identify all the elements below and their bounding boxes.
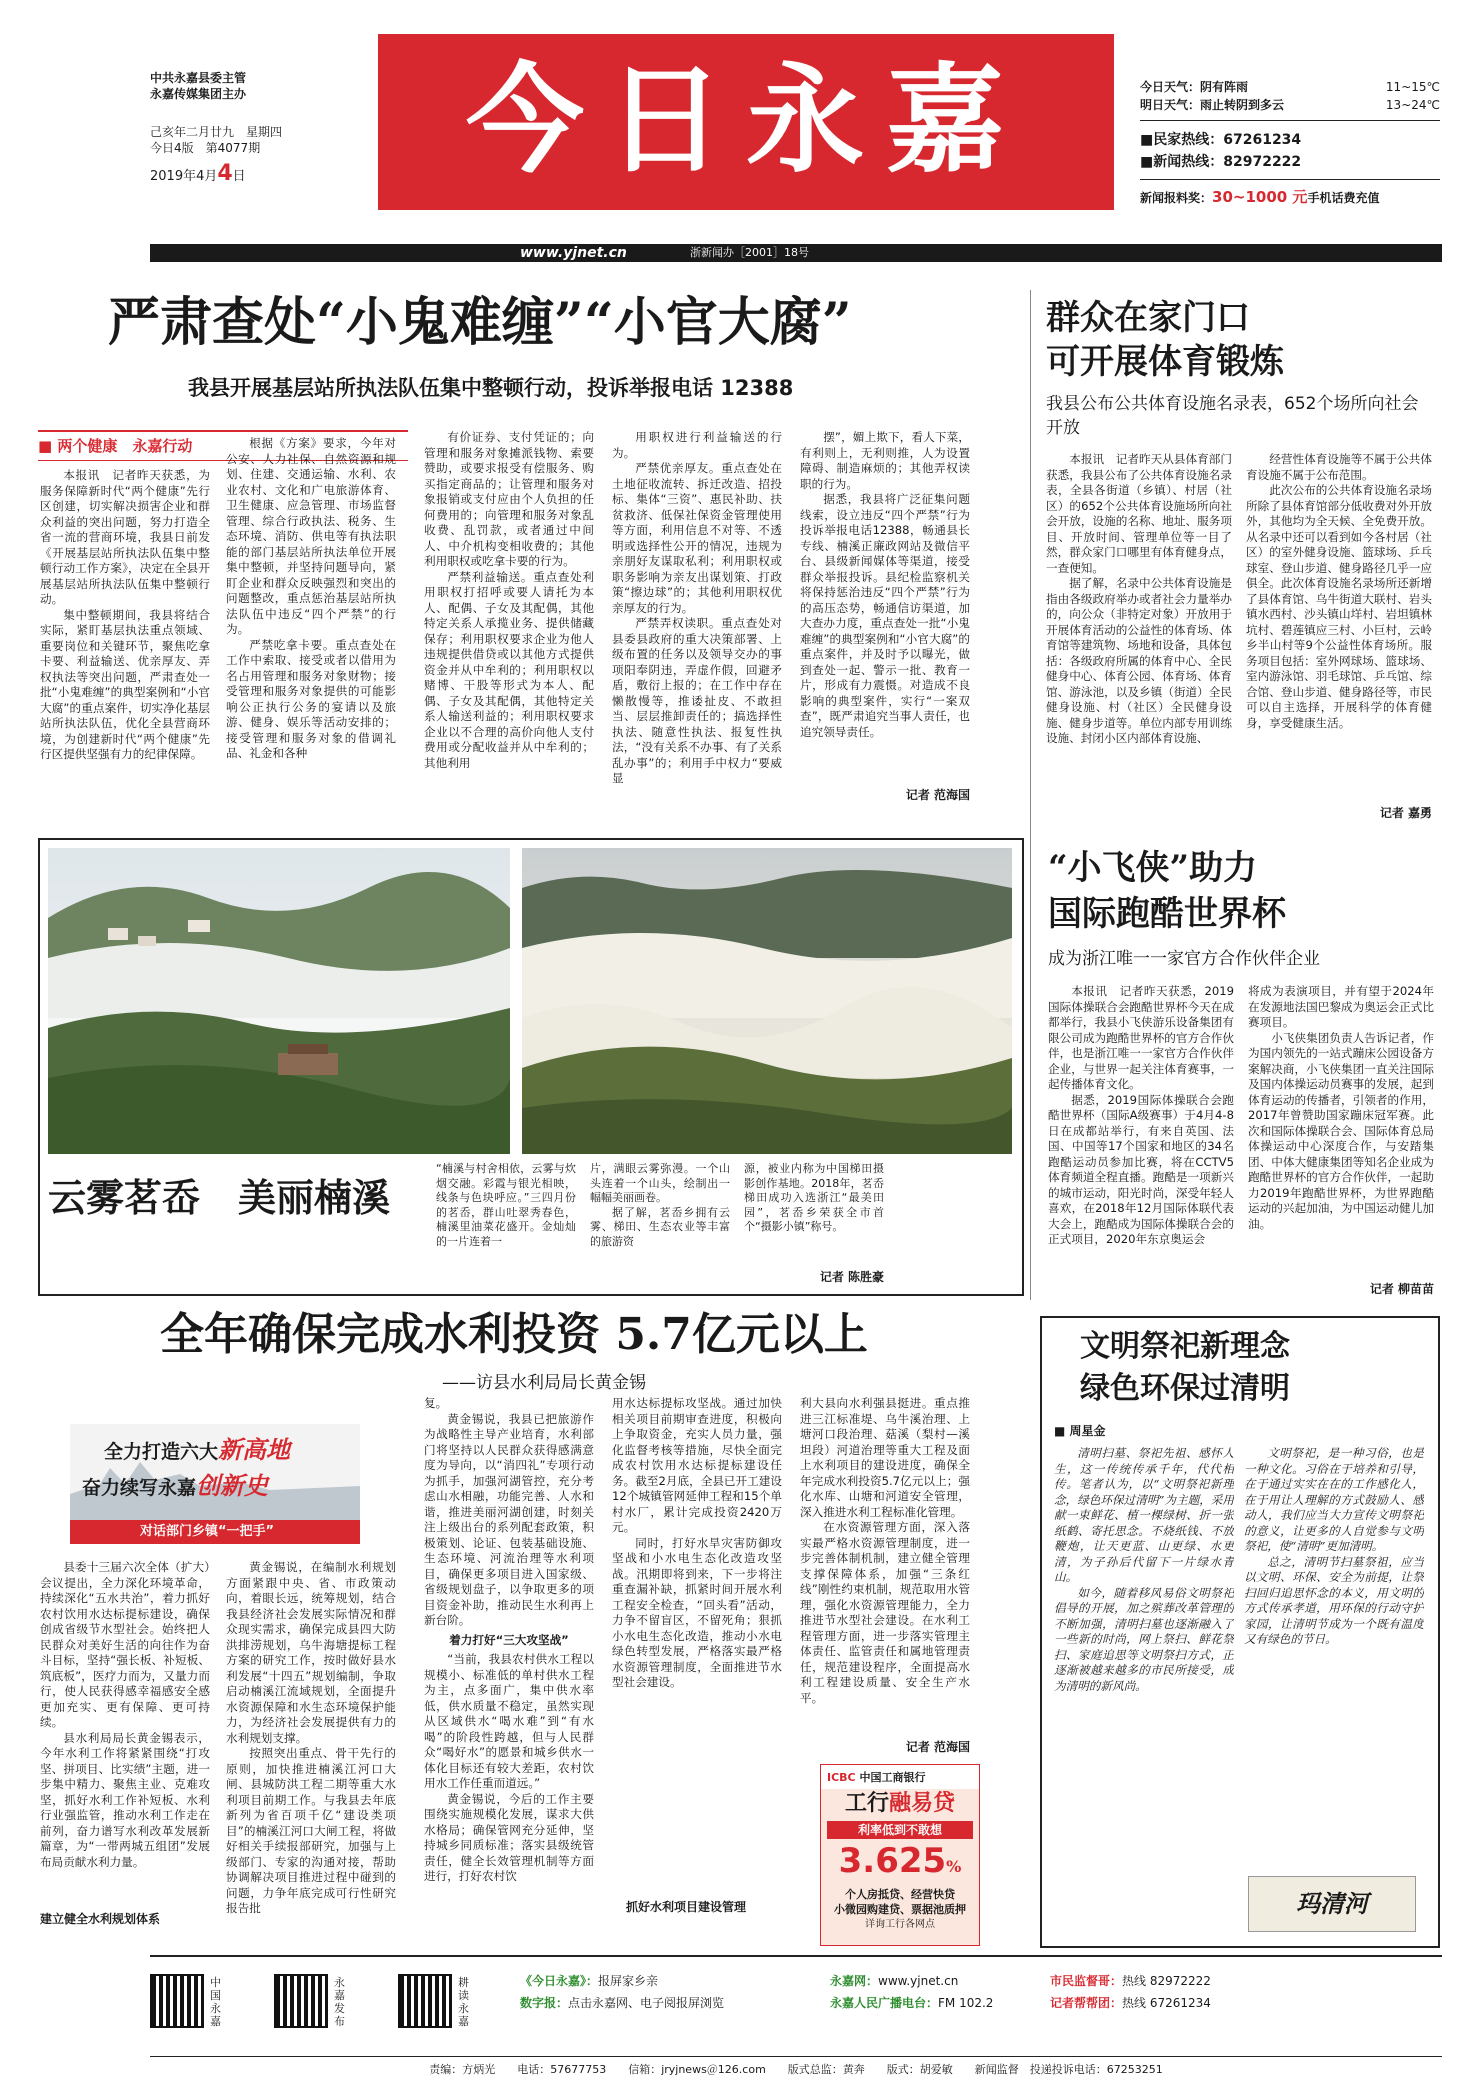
water-col3-para2: 黄金锡说，我县已把旅游作为战略性主导产业培育，水利部门将坚持以人民群众获得感满意度为导向，以“消四礼”专项行动为抓手，加强河湖管控，充分考虑山水相融，功能完善、人水和谐，推进美丽河湖创建，时刻关注上级出台的系列配套政策，积极策划、论证、包装基础设施、生态环境、河流治理等水利项目，确保更多项目进入国家级、省级规划盘子，以争取更多的项目资金补助，推动民生水利再上新台阶。 (424, 1411, 594, 1627)
water-col2-para1: 黄金锡说，在编制水利规划方面紧跟中央、省、市政策动向，着眼长远，统筹规划，结合我县经济社会发展实际情况和群众现实需求，确保完成县四大防洪排涝规划，乌牛海塘提标工程方案的研究工作，按时做好县水利发展“十四五”规划编制，争取启动楠溪江流域规划，全面提升水资源保障和水生态环境保护能力，为经济社会发展提供有力的水利规划支撑。 (226, 1560, 396, 1745)
photo-caption-1-text: “楠溪与村舍相依，云雾与炊烟交融。彩霞与银光相映，线条与色块呼应。”三四月份的茗岙，群山吐翠秀春色，楠溪里油菜花盛开。金灿灿的一片连着一 (436, 1162, 576, 1248)
lead-subhead: 我县开展基层站所执法队伍集中整顿行动，投诉举报电话 12388 (188, 376, 794, 400)
qingming-seal-text: 玛清河 (1296, 1889, 1368, 1918)
ad-rate-number: 3.625 (838, 1841, 947, 1881)
masthead-right: 今日天气：阴有阵雨 11~15℃ 明日天气：雨止转阴到多云 13~24℃ ■民家热线：67261234 ■新闻热线：82972222 新闻报料奖：30~1000 元手机话费充值 (1140, 80, 1440, 206)
cloud-sea-photo (522, 848, 1012, 1154)
water-col1-para1: 县委十三届六次全体（扩大）会议提出，全力深化环境革命，持续深化“五水共治”，着力抓好农村饮用水达标提标建设，确保创成省级节水型社会。始终把人民群众对美好生活的向往作为奋斗目标，坚持“强长板、补短板、筑底板”，医疗力而为，又量力而行，使人民获得感幸福感安全感更加充实、更有保障、更可持续。 (40, 1560, 210, 1729)
lead-col4-para1: 用职权进行利益输送的行为。 (612, 430, 782, 460)
website-link[interactable]: www.yjnet.cn (520, 245, 627, 261)
bank-ad[interactable] (820, 1764, 980, 1946)
sports-col2-para1: 经营性体育设施等不属于公共体育设施不属于公布范围。 (1246, 452, 1432, 482)
lunar-date: 己亥年二月廿九 (150, 125, 235, 139)
ad-product-1: 工行 (844, 1791, 889, 1816)
weather-today: 阴有阵雨 (1200, 80, 1249, 94)
footer-rule (150, 1955, 1442, 1957)
lead-col4-para2: 严禁优亲厚友。重点查处在土地征收流转、拆迁改造、招投标、集体“三资”、惠民补助、扶贫救济、低保社保资金管理使用等方面，利用信息不对等、不透明或选择性公开的情况，违规为亲朋好友谋取私利；利用职权或职务影响为亲友出谋划策、打政策“擦边球”的；其他利用职权优亲厚友的行为。 (612, 461, 782, 615)
qr-code-icon[interactable] (150, 1974, 204, 2028)
lead-col2-para1: 根据《方案》要求，今年对公安、人力社保、自然资源和规划、住建、交通运输、水利、农业农村、文化和广电旅游体育、卫生健康、应急管理、市场监督管理、综合行政执法、税务、生态环境、消防、供电等有执法职能的部门基层站所执法单位开展集中整顿，并坚持问题导向，紧盯企业和群众反映强烈和突出的问题整改，重点惩治基层站所执法队伍中违反“四个严禁”的行为。 (226, 436, 396, 636)
parkour-column-1 (1048, 984, 1234, 1296)
qingming-author: ■ 周星金 (1054, 1424, 1106, 1438)
ad-line-3: 详询工行各网点 (865, 1919, 935, 1930)
water-section-2: 着力打好“三大攻坚战” (449, 1632, 569, 1647)
photo-right (522, 848, 1012, 1154)
qingming-column-2 (1244, 1446, 1424, 1866)
photo-caption-3 (744, 1162, 884, 1266)
photo-left (48, 848, 510, 1154)
icbc-logo-text: ICBC (827, 1771, 856, 1784)
lead-kicker: ■ 两个健康 永嘉行动 (38, 430, 408, 461)
reporter-hotline-text: 热线 67261234 (1122, 1996, 1211, 2010)
parkour-column-2 (1248, 984, 1434, 1274)
lead-byline: 记者 范海国 (905, 788, 970, 802)
water-byline: 记者 范海国 (905, 1740, 970, 1754)
lead-col3-para2: 严禁利益输送。重点查处利用职权打招呼或要人请托为本人、配偶、子女及其配偶，其他特定关系人承揽业务、提供储藏保存；利用职权要求企业为他人违规提供借贷或以其他方式提供资金并从中牟利的；利用职权以赌博、干股等形式为本人、配偶、子女及其配偶，其他特定关系人输送利益的；利用职权要求企业以不合理的高价向他人支付费用或分配收益并从中牟利的；其他利用 (424, 569, 594, 770)
app-text: 报屏家乡亲 (598, 1974, 659, 1988)
ad-product-2: 融易贷 (889, 1791, 956, 1816)
lead-col2-para2: 严禁吃拿卡要。重点查处在工作中索取、接受或者以借用为名占用管理和服务对象财物；接受管理和服务对象提供的可能影响公正执行公务的宴请以及旅游、健身、娱乐等活动安排的；接受管理和服务对象的借调礼品、礼金和各种 (226, 637, 396, 760)
water-col4-para1: 用水达标提标攻坚战。通过加快相关项目前期审查进度，积极向上争取资金，充实人员力量，强化监督考核等措施，尽快全面完成农村饮用水达标提标建设任务。截至2月底，全县已开工建设12个城镇管网延伸工程和15个单村水厂，累计完成投资2420万元。 (612, 1396, 782, 1534)
lead-headline: 严肃查处“小鬼难缠”“小官大腐” (108, 292, 852, 353)
water-column-5 (800, 1396, 970, 1734)
photo-caption-2 (590, 1162, 730, 1282)
sports-column-1 (1046, 452, 1232, 818)
water-col3-para4: 黄金锡说，今后的工作主要围绕实施规模化发展，谋求大供水格局；确保管网充分延伸，坚持城乡同质标准；落实县级统管责任，健全长效管理机制等方面进行，打好农村饮 (424, 1791, 594, 1883)
sports-headline-1: 群众在家门口 (1046, 298, 1250, 338)
citizen-hotline-text: 热线 82972222 (1122, 1974, 1211, 1988)
hotline2: 82972222 (1223, 154, 1302, 170)
lead-column-1 (40, 468, 210, 803)
hotline1-label: 民家热线： (1153, 132, 1224, 148)
date-suffix: 日 (232, 169, 246, 184)
sports-column-2 (1246, 452, 1432, 800)
date-day: 4 (217, 161, 233, 186)
lead-column-3 (424, 430, 594, 806)
lead-column-4 (612, 430, 782, 806)
right-column-divider (1030, 290, 1031, 1300)
parkour-byline: 记者 柳苗苗 (1369, 1282, 1434, 1296)
organizer-1: 中共永嘉县委主管 (150, 71, 247, 85)
weekday: 星期四 (246, 125, 283, 139)
masthead-left (150, 70, 380, 185)
water-column-3 (424, 1396, 594, 1944)
water-subhead: ——访县水利局局长黄金锡 (442, 1373, 646, 1393)
app-label: 《今日永嘉》： (520, 1974, 599, 1988)
promo-line-3: 对话部门乡镇“一把手” (140, 1524, 275, 1539)
qingming-author-name: 周星金 (1069, 1424, 1106, 1438)
footer-info (520, 1966, 1440, 2050)
lead-col5-para2: 据悉，我县将广泛征集问题线索，设立违反“四个严禁”行为投诉举报电话12388，畅通县长专线、楠溪正廉政网站及微信平台、县级新闻媒体等渠道，接受群众举报投诉。县纪检监察机关将保持惩治违反“四个严禁”行为的高压态势，畅通信访渠道，加大查办力度，重点查处一批“小鬼难缠”的典型案例和“小官大腐”的重点案件，并及时予以曝光，做到查处一起、警示一批、教育一片，形成有力震慑。对造成不良影响的典型案件，实行“一案双查”，既严肃追究当事人责任，也追究领导责任。 (800, 492, 970, 739)
reward-amount: 30~1000 元 (1212, 188, 1308, 206)
sports-col2-para2: 此次公布的公共体育设施名录场所除了县体育馆部分低收费对外开放外，其他均为全天候、全免费开放。从名录中还可以看到如今各村居（社区）的室外健身设施、篮球场、乒乓球室、登山步道、健身路径几乎一应俱全。此次体育设施名录场所还新增了县体育馆、乌牛街道大联村、岩头镇水西村、沙头镇山垟村、岩坦镇林坑村、碧莲镇应三村、小巨村，云岭乡半山村等9个公益性体育场所。服务项目包括：室外网球场、篮球场、室内游泳馆、羽毛球馆、乒乓馆、综合馆、登山步道、健身路径等，市民可以自主选择，开展科学的体育健身，享受健康生活。 (1246, 483, 1432, 730)
reward-suffix: 手机话费充值 (1307, 191, 1380, 205)
qingming-col1-para1: 清明扫墓、祭祀先祖、感怀人生，这一传统传承千年，代代相传。笔者认为，以“文明祭祀新理念，绿色环保过清明”为主题，采用献一束鲜花、植一棵绿树、折一张纸鹤、寄托思念。不烧纸钱、不放鞭炮，让天更蓝、山更绿、水更清，为子孙后代留下一片绿水青山。 (1054, 1446, 1234, 1584)
qr-code-icon[interactable] (274, 1974, 328, 2028)
sports-col1-para1: 本报讯 记者昨天从县体育部门获悉，我县公布了公共体育设施名录表，全县各街道（乡镇）、村居（社区）的652个公共体育设施场所向社会开放，设施的名称、地址、服务项目、开放时间、管理单位等一目了然，群众家门口哪里有体育健身点，一查便知。 (1046, 452, 1232, 575)
weather-tomorrow-label: 明日天气： (1140, 98, 1201, 112)
radio-text: FM 102.2 (938, 1996, 994, 2010)
water-col3-para3: “当前，我县农村供水工程以规模小、标准低的单村供水工程为主，点多面广，集中供水率低，供水质量不稳定，虽然实现从区域供水“喝水难”到“有水喝”的阶段性跨越，但与人民群众“喝好水”的愿景和城乡供水一体化目标还有较大差距，农村饮用水工作任重而道远。” (424, 1652, 594, 1790)
promo-line-1 (104, 1430, 290, 1465)
water-headline: 全年确保完成水利投资 5.7亿元以上 (160, 1309, 868, 1360)
parkour-col1-para2: 据悉，2019国际体操联合会跑酷世界杯（国际A级赛事）于4月4-8日在成都站举行，有来自英国、法国、中国等17个国家和地区的34名跑酷运动员参加比赛，将在CCTV5体育频道全程直播。跑酷是一项新兴的城市运动，阳光时尚，深受年轻人喜欢，在2018年12月国际体联代表大会上，跑酷成为国际体操联合会的正式项目，2020年东京奥运会 (1048, 1092, 1234, 1246)
water-section-3: 抓好水利项目建设管理 (626, 1900, 747, 1914)
edition: 今日4版 (150, 141, 194, 155)
water-col2-para2: 按照突出重点、骨干先行的原则，加快推进楠溪江河口大闸、县城防洪工程二期等重大水利项目前期工作。与我县去年底新列为省百项千亿“建设类项目”的楠溪江河口大闸工程，将做好相关手续报部研究，加强与上级部门、专家的沟通对接，帮助协调解决项目推进过程中碰到的问题，力争年底完成可行性研究报告批 (226, 1746, 396, 1915)
qingming-column-1 (1054, 1446, 1234, 1932)
qingming-col1-para2: 如今，随着移风易俗文明祭祀倡导的开展，加之殡葬改革管理的不断加强，清明扫墓也逐渐融入了一些新的时尚，网上祭扫、鲜花祭扫、家庭追思等文明祭扫方式，正逐渐被越来越多的市民所接受，成为清明的新风尚。 (1054, 1585, 1234, 1693)
water-col4-para2: 同时，打好水旱灾害防御攻坚战和小水电生态化改造攻坚战。汛期即将到来，下一步将注重查漏补缺，抓紧时间开展水利工程安全检查，“回头看”活动，力争不留盲区，不留死角；狠抓小水电生态化改造，推动小水电绿色转型发展，严格落实最严格水资源管理制度，全面推进节水型社会建设。 (612, 1535, 782, 1689)
lead-col3-para1: 有价证券、支付凭证的；向管理和服务对象摊派钱物、索要赞助，或要求报受有偿服务、购买指定商品的；让管理和服务对象报销或支付应由个人负担的任何费用的；向管理和服务对象乱收费、乱罚款，或者通过中间人、中介机构变相收费的；其他利用职权或吃拿卡要的行为。 (424, 430, 594, 568)
parkour-subhead: 成为浙江唯一一家官方合作伙伴企业 (1048, 949, 1320, 969)
parkour-headline-1: “小飞侠”助力 (1048, 848, 1258, 888)
issue-number: 第4077期 (205, 141, 261, 155)
ad-rate: 利率低到不敢想 (827, 1821, 973, 1839)
promo-line-1-accent: 新高地 (218, 1436, 291, 1464)
promo-line-1-text: 全力打造六大 (104, 1441, 219, 1463)
ad-line-2: 小微园购建贷、票据池质押 (834, 1903, 966, 1916)
ad-rate-unit: % (946, 1857, 962, 1876)
photo-title: 云雾茗岙 美丽楠溪 (48, 1175, 391, 1220)
sports-subhead: 我县公布公共体育设施名录表，652个场所向社会开放 (1046, 394, 1419, 438)
qingming-seal (1248, 1876, 1416, 1932)
site-label: 永嘉网： (830, 1974, 879, 1988)
hotline1: 67261234 (1223, 132, 1302, 148)
footer-qr-group (150, 1966, 514, 2050)
water-col5-para2: 在水资源管理方面，深入落实最严格水资源管理制度，进一步完善体制机制，建立健全管理支撑保障体系，加强“三条红线”刚性约束机制，规范取用水管理，强化水资源管理能力，全力推进节水型社会建设。在水利工程管理方面，进一步落实管理主体责任、监管责任和属地管理责任，规范建设程序，全面提高水利工程建设质量、安全生产水平。 (800, 1520, 970, 1705)
water-column-1 (40, 1560, 210, 1900)
weather-tomorrow-temp: 13~24℃ (1385, 98, 1440, 112)
citizen-hotline-label: 市民监督哥： (1050, 1974, 1123, 1988)
water-column-2 (226, 1560, 396, 1944)
weather-tomorrow: 雨止转阴到多云 (1200, 98, 1285, 112)
water-col3-para1: 复。 (424, 1396, 448, 1410)
ad-line-1: 个人房抵贷、经营快贷 (845, 1888, 955, 1901)
qr-label-2: 永嘉发布 (334, 1976, 345, 2028)
sports-col1-para2: 据了解，名录中公共体育设施是指由各级政府举办或者社会力量举办的，向公众（非特定对象）开放用于开展体育活动的公益性的体育场、体育馆等建筑物、场地和设备，具体包括：各级政府所属的体育中心、全民健身中心、体育公园、体育场、体育馆、游泳池，以及乡镇（街道）全民健身设施、村（社区）全民健身设施、健身步道等。单位内部专用训练设施、封闭小区内部体育设施、 (1046, 576, 1232, 745)
photo-caption-1 (436, 1162, 576, 1282)
footer-bar-rule (150, 2056, 1442, 2057)
qr-label-1: 中国永嘉 (210, 1976, 221, 2028)
staff-info-bar: 责编：方炳光 电话：57677753 信箱：jryjnews＠126.com 版式总监：黄奔 版式：胡爱敏 新闻监督 投递投诉电话：67253251 (429, 2063, 1163, 2076)
weather-today-temp: 11~15℃ (1385, 80, 1440, 94)
promo-line-2-accent: 创新史 (196, 1472, 269, 1500)
promo-line-2 (82, 1466, 268, 1501)
lead-col4-para3: 严禁弄权读职。重点查处对县委县政府的重大决策部署、上级布置的任务以及领导交办的事项阳奉阴违，弄虚作假，回避矛盾，敷衍上报的；在工作中存在懒散慢等，推诿扯皮、不敢担当、层层推卸责任的；搞选择性执法、随意性执法、报复性执法，“没有关系不办事、有了关系乱办事”的；利用手中权力“要威显 (612, 616, 782, 785)
reporter-hotline-label: 记者帮帮团： (1050, 1996, 1123, 2010)
lead-col1-para2: 集中整顿期间，我县将结合实际，紧盯基层执法重点领域、重要岗位和关键环节，聚焦吃拿卡要、利益输送、优亲厚友、弄权执法等突出问题，严肃查处一批“小鬼难缠”的典型案例和“小官大腐”的重点案件，切实净化基层站所执法队伍，优化全县营商环境，为创建新时代“两个健康”先行区提供坚强有力的纪律保障。 (40, 607, 210, 761)
hotline2-label: 新闻热线： (1153, 154, 1224, 170)
sports-byline: 记者 嘉勇 (1379, 806, 1432, 820)
qingming-col2-para2: 总之，清明节扫墓祭祖，应当以文明、环保、安全为前提，让祭扫回归追思怀念的本义，用文明的方式传承孝道，用环保的行动守护家园，让清明节成为一个既有温度又有绿色的节日。 (1244, 1554, 1424, 1646)
digital-label: 数字报： (520, 1996, 569, 2010)
qr-label-3: 耕读永嘉 (458, 1976, 469, 2028)
lead-column-2 (226, 436, 396, 806)
water-column-4 (612, 1396, 782, 1886)
parkour-col2-para2: 小飞侠集团负责人告诉记者，作为国内领先的一站式蹦床公园设备方案解决商，小飞侠集团一直关注国际及国内体操运动员赛事的发展，起到体育运动的传播者，引领者的作用，2017年曾赞助国家蹦床冠军赛。此次和国际体操联合会、国际体育总局体操运动中心深度合作，与安踏集团、中体大健康集团等知名企业成为跑酷世界杯的官方合作伙伴，一起助力2019年跑酷世界杯，为世界跑酷运动的兴起加油，为中国运动健儿加油。 (1248, 1030, 1434, 1231)
photo-caption-2b-text: 据了解，茗岙乡拥有云雾、梯田、生态农业等丰富的旅游资 (590, 1205, 730, 1248)
qingming-headline-2: 绿色环保过清明 (1080, 1371, 1290, 1406)
weather-today-label: 今日天气： (1140, 80, 1201, 94)
organizer-2: 永嘉传媒集团主办 (150, 87, 247, 101)
parkour-col1-para1: 本报讯 记者昨天获悉，2019国际体操联合会跑酷世界杯今天在成都举行，我县小飞侠游乐设备集团有限公司成为跑酷世界杯的官方合作伙伴，也是浙江唯一一家官方合作伙伴企业，与世界一起关注体育赛事，一起传播体育文化。 (1048, 984, 1234, 1091)
photo-caption-3-text: 源，被业内称为中国梯田摄影创作基地。2018年，茗岙梯田成功入选浙江“最美田园”，茗岙乡荣获全市首个“摄影小镇”称号。 (744, 1162, 884, 1233)
lead-column-5 (800, 430, 970, 782)
photo-caption-2-text: 片，满眼云雾弥漫。一个山头连着一个山头，绘制出一幅幅美丽画卷。 (590, 1162, 730, 1204)
qingming-col2-para1: 文明祭祀，是一种习俗，也是一种文化。习俗在于培养和引导，在于通过实实在在的工作感化人，在于用让人理解的方式鼓励人、感动人，我们应当大力宣传文明祭祀的意义，让更多的人自觉参与文明祭祀，使“清明”更加清明。 (1244, 1446, 1424, 1553)
bank-name: 中国工商银行 (859, 1771, 926, 1784)
reward-prefix: 新闻报料奖： (1140, 191, 1213, 205)
parkour-headline-2: 国际跑酷世界杯 (1048, 894, 1286, 934)
water-col1-para2: 县水利局局长黄金锡表示，今年水利工作将紧紧围绕“打攻坚、拼项目、比实绩”主题，进一步集中精力、聚焦主业、克难攻坚，抓好水利工作补短板、水利行业强监管，推动水利工作走在前列，奋力谱写水利改革发展新篇章，为“一带两城五组团”发展布局贡献水利力量。 (40, 1730, 210, 1869)
qingming-headline-1: 文明祭祀新理念 (1080, 1329, 1290, 1364)
parkour-col2-para1: 将成为表演项目，并有望于2024年在发源地法国巴黎成为奥运会正式比赛项目。 (1248, 984, 1434, 1029)
newspaper-logo: 今日永嘉 (465, 50, 1026, 189)
sports-headline-2: 可开展体育锻炼 (1046, 342, 1284, 382)
photo-byline: 记者 陈胜豪 (819, 1270, 884, 1284)
kicker-text: 两个健康 永嘉行动 (57, 437, 193, 455)
qr-code-icon[interactable] (398, 1974, 452, 2028)
digital-text: 点击永嘉网、电子阅报屏浏览 (568, 1996, 725, 2010)
water-col5-para1: 利大县向水利强县挺进。重点推进三江标准堤、乌牛溪治理、上塘河口段治理、菇溪（梨村—溪坦段）河道治理等重大工程及面上水利项目的建设进度，确保全年完成水利投资5.7亿元以上；强化水库、山塘和河道安全管理，深入推进水利工程标准化管理。 (800, 1396, 970, 1519)
promo-line-2-text: 奋力续写永嘉 (82, 1477, 197, 1499)
license-number: 浙新闻办［2001］18号 (690, 246, 809, 259)
date-prefix: 2019年4月 (150, 169, 218, 184)
water-section-1: 建立健全水利规划体系 (40, 1912, 161, 1926)
radio-label: 永嘉人民广播电台： (830, 1996, 939, 2010)
lead-col5-para1: 摆”，媚上欺下，看人下菜，有利则上，无利则推，人为设置障碍、制造麻烦的；其他弄权读职的行为。 (800, 430, 970, 491)
lead-col1-para1: 本报讯 记者昨天获悉，为服务保障新时代“两个健康”先行区创建，切实解决损害企业和群众利益的突出问题，努力打造全省一流的营商环境，我县日前发《开展基层站所执法队伍集中整顿行动工作方案》，决定在全县开展基层站所执法队伍集中整顿行动。 (40, 468, 210, 606)
mist-village-photo (48, 848, 510, 1154)
site-text[interactable]: www.yjnet.cn (878, 1974, 959, 1988)
